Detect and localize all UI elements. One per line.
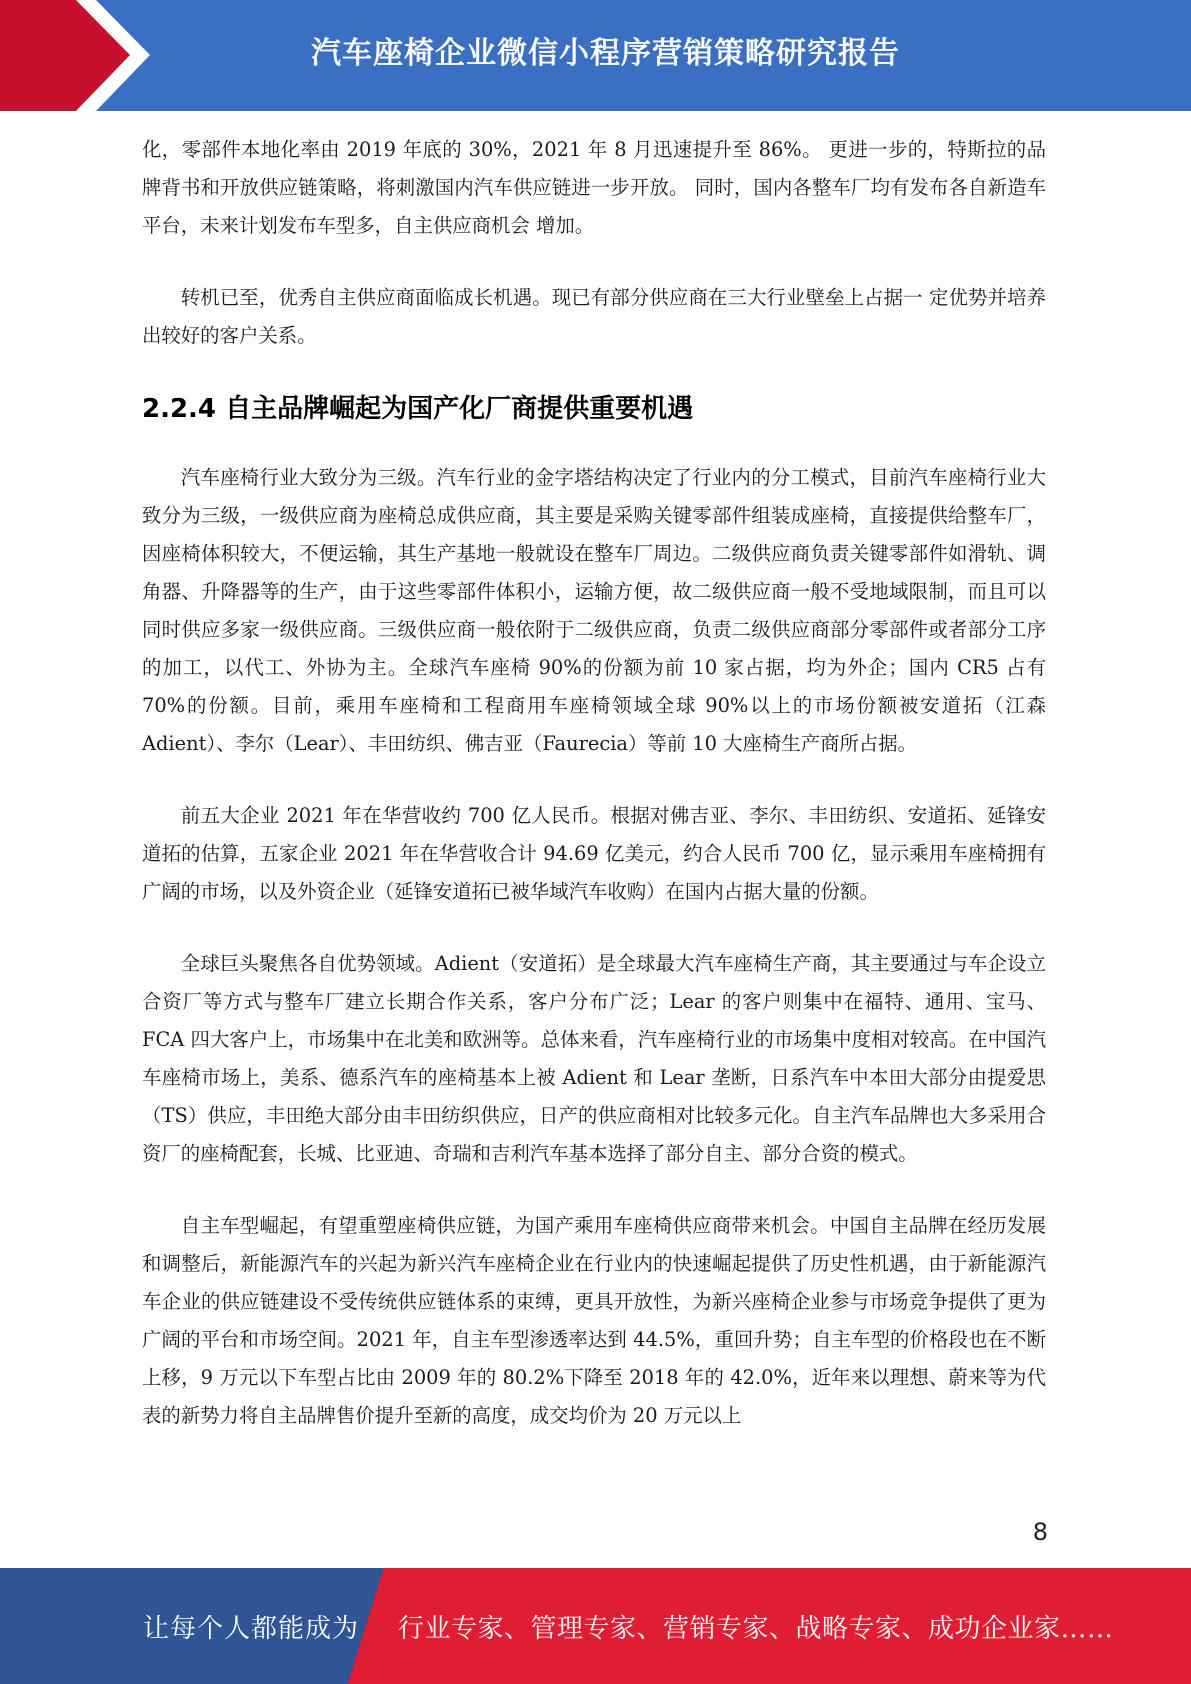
page-header [0,0,1191,111]
document-title: 汽车座椅企业微信小程序营销策略研究报告 [311,36,900,71]
page-footer [0,1568,1191,1684]
paragraph: 自主车型崛起，有望重塑座椅供应链，为国产乘用车座椅供应商带来机会。中国自主品牌在经历发展和调整后，新能源汽车的兴起为新兴汽车座椅企业在行业内的快速崛起提供了历史性机遇，由于新能源汽车企业的供应链建设不受传统供应链体系的束缚，更具开放性，为新兴座椅企业参与市场竞争提供了更为广阔的平台和市场空间。2021 年，自主车型渗透率达到 44.5%，重回升势；自主车型的价格段也在不断上移，9 万元以下车型占比由 2009 年的 80.2%下降至 2018 年的 42.0%，近年来以理想、蔚来等为代表的新势力将自主品牌售价提升至新的高度，成交均价为 20 万元以上 [142,1214,1046,1427]
paragraph: 化，零部件本地化率由 2019 年底的 30%，2021 年 8 月迅速提升至 86%。 更进一步的，特斯拉的品牌背书和开放供应链策略，将刺激国内汽车供应链进一步开放。 同时，国内各整车厂均有发布各自新造车平台，未来计划发布车型多，自主供应商机会 增加。 [142,138,1046,237]
section-heading: 2.2.4 自主品牌崛起为国产化厂商提供重要机遇 [142,394,694,424]
footer-slogan-left: 让每个人都能成为 [143,1613,360,1644]
paragraph: 全球巨头聚焦各自优势领域。Adient（安道拓）是全球最大汽车座椅生产商，其主要通过与车企设立合资厂等方式与整车厂建立长期合作关系，客户分布广泛；Lear 的客户则集中在福特、通用、宝马、FCA 四大客户上，市场集中在北美和欧洲等。总体来看，汽车座椅行业的市场集中度相对较高。在中国汽车座椅市场上，美系、德系汽车的座椅基本上被 Adient 和 Lear 垄断，日系汽车中本田大部分由提爱思（TS）供应，丰田绝大部分由丰田纺织供应，日产的供应商相对比较多元化。自主汽车品牌也大多采用合资厂的座椅配套，长城、比亚迪、奇瑞和吉利汽车基本选择了部分自主、部分合资的模式。 [142,952,1046,1165]
paragraph: 汽车座椅行业大致分为三级。汽车行业的金字塔结构决定了行业内的分工模式，目前汽车座椅行业大致分为三级，一级供应商为座椅总成供应商，其主要是采购关键零部件组装成座椅，直接提供给整车厂，因座椅体积较大，不便运输，其生产基地一般就设在整车厂周边。二级供应商负责关键零部件如滑轨、调角器、升降器等的生产，由于这些零部件体积小，运输方便，故二级供应商一般不受地域限制，而且可以同时供应多家一级供应商。三级供应商一般依附于二级供应商，负责二级供应商部分零部件或者部分工序的加工，以代工、外协为主。全球汽车座椅 90%的份额为前 10 家占据，均为外企；国内 CR5 占有 70%的份额。目前，乘用车座椅和工程商用车座椅领域全球 90%以上的市场份额被安道拓（江森 Adient）、李尔（Lear）、丰田纺织、佛吉亚（Faurecia）等前 10 大座椅生产商所占据。 [142,466,1046,755]
footer-slogan-right: 行业专家、管理专家、营销专家、战略专家、成功企业家…… [398,1613,1114,1644]
paragraph: 前五大企业 2021 年在华营收约 700 亿人民币。根据对佛吉亚、李尔、丰田纺织、安道拓、延锋安道拓的估算，五家企业 2021 年在华营收合计 94.69 亿美元，约合人民币 700 亿，显示乘用车座椅拥有广阔的市场，以及外资企业（延锋安道拓已被华域汽车收购）在国内占据大量的份额。 [142,804,1046,903]
main-content [142,131,1046,1469]
page-number: 8 [1032,1518,1048,1546]
paragraph: 转机已至，优秀自主供应商面临成长机遇。现已有部分供应商在三大行业壁垒上占据一 定优势并培养出较好的客户关系。 [142,286,1046,347]
